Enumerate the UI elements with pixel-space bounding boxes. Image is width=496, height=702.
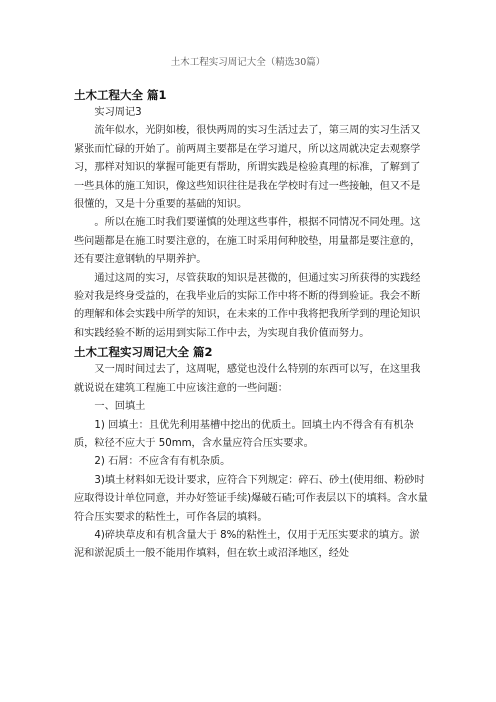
document-body	[74, 86, 428, 564]
section-heading: 土木工程实习周记大全 篇2	[74, 345, 213, 360]
paragraph: 1) 回填土：且优先利用基槽中挖出的优质土。回填土内不得含有有机杂质，粒径不应大于 50mm，含水量应符合压实要求。	[74, 419, 414, 449]
paragraph: 又一周时间过去了，这周呢，感觉也没什么特别的东西可以写，在这里我就说说在建筑工程施工中应该注意的一些问题：	[74, 364, 421, 394]
paragraph: 。所以在施工时我们要谨慎的处理这些事件，根据不同情况不同处理。这些问题都是在施工时要注意的，在施工时采用何种胶垫，用量都是要注意的，还有要注意钢轨的早期养护。	[74, 217, 421, 266]
paragraph: 3)填土材料如无设计要求，应符合下列规定：碎石、砂土(使用细、粉砂时应取得设计单位同意，并办好签证手续)爆破石碴;可作表层以下的填料。含水量符合压实要求的粘性土，可作各层的填料。	[74, 474, 428, 523]
paragraph: 4)碎块草皮和有机含量大于 8%的粘性土，仅用于无压实要求的填方。淤泥和淤泥质土一般不能用作填料，但在软土或沼泽地区，经处	[74, 529, 420, 560]
paragraph: 一、回填土	[94, 401, 146, 413]
document-title: 土木工程实习周记大全（精选30篇）	[170, 57, 326, 68]
paragraph: 流年似水，光阴如梭，很快两周的实习生活过去了，第三周的实习生活又紧张而忙碌的开始了。前两周主要都是在学习道尺，所以这周就决定去观察学习，那样对知识的掌握可能更有帮助，所谓实践是检验真理的标准，了解到了一些具体的施工知识，像这些知识往往是我在学校时有过一些接触，但又不是很懂的，又是十分重要的基础的知识。	[74, 125, 421, 211]
paragraph: 通过这周的实习，尽管获取的知识是甚微的，但通过实习所获得的实践经验对我是终身受益的，在我毕业后的实际工作中将不断的得到验证。我会不断的理解和体会实践中所学的知识，在未来的工作中我将把我所学到的理论知识和实践经验不断的运用到实际工作中去，为实现自我价值而努力。	[74, 272, 421, 339]
paragraph: 实习周记3	[94, 107, 142, 118]
section-heading: 土木工程大全 篇1	[74, 88, 167, 102]
paragraph: 2) 石屑：不应含有有机杂质。	[94, 456, 231, 468]
